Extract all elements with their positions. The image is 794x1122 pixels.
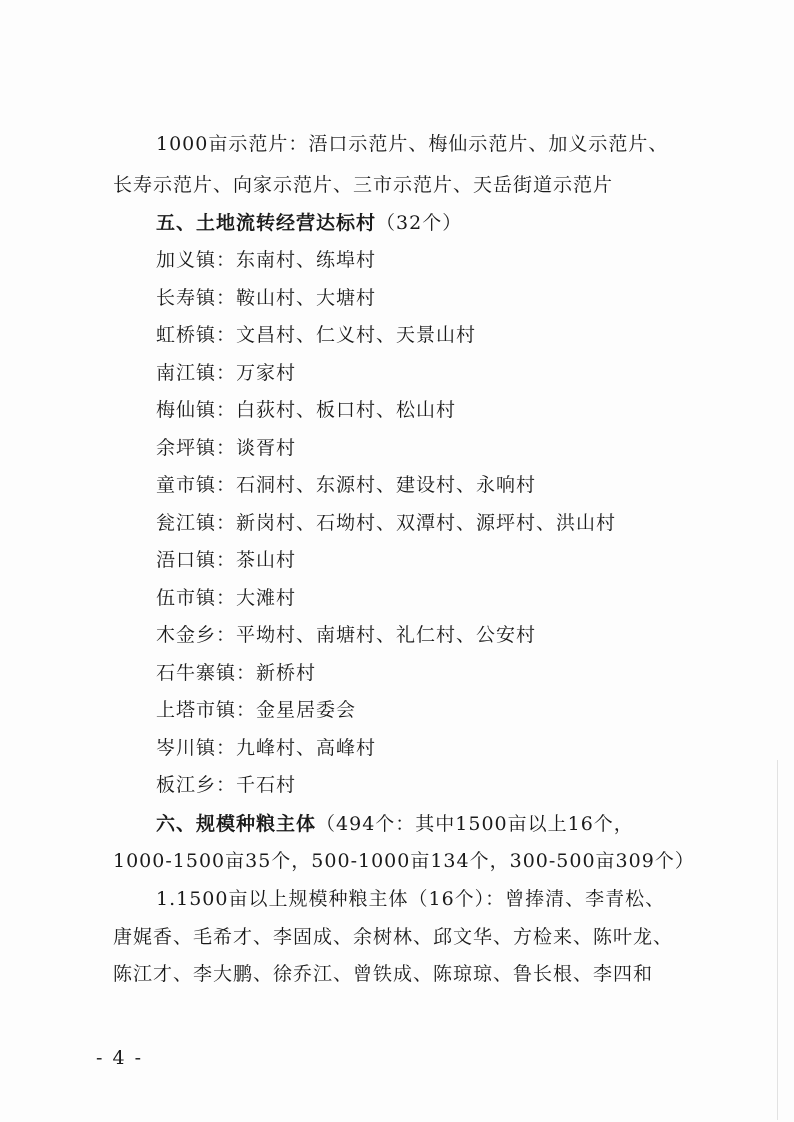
page-number: - 4 -	[96, 1047, 144, 1069]
village-item: 加义镇：东南村、练埠村	[156, 249, 377, 271]
intro-line-1: 1000亩示范片：浯口示范片、梅仙示范片、加义示范片、	[156, 133, 669, 155]
village-item: 瓮江镇：新岗村、石坳村、双潭村、源坪村、洪山村	[156, 512, 617, 534]
section-6-title: 六、规模种粮主体	[156, 813, 317, 835]
section-6-heading	[156, 811, 634, 837]
grain-subject-line-1: 1.1500亩以上规模种粮主体（16个）：曾捧清、李青松、	[156, 888, 666, 910]
village-item: 木金乡：平坳村、南塘村、礼仁村、公安村	[156, 624, 537, 646]
village-item: 虹桥镇：文昌村、仁义村、天景山村	[156, 324, 477, 346]
village-item: 浯口镇：茶山村	[156, 549, 297, 571]
section-5-count: （32个）	[376, 212, 463, 234]
village-item: 长寿镇：鞍山村、大塘村	[156, 287, 377, 309]
intro-line-2: 长寿示范片、向家示范片、三市示范片、天岳街道示范片	[113, 174, 614, 196]
section-6-count-cont: 1000-1500亩35个，500-1000亩134个，300-500亩309个）	[113, 850, 695, 872]
village-item: 岑川镇：九峰村、高峰村	[156, 737, 377, 759]
village-item: 南江镇：万家村	[156, 362, 297, 384]
village-item: 梅仙镇：白荻村、板口村、松山村	[156, 399, 457, 421]
village-item: 板江乡：千石村	[156, 774, 297, 796]
section-5-heading	[156, 210, 462, 236]
scan-edge-line	[777, 760, 778, 1120]
grain-subject-line-3: 陈江才、李大鹏、徐乔江、曾铁成、陈琼琼、鲁长根、李四和	[113, 963, 654, 985]
village-item: 余坪镇：谈胥村	[156, 437, 297, 459]
village-item: 上塔市镇：金星居委会	[156, 699, 357, 721]
section-5-title: 五、土地流转经营达标村	[156, 212, 377, 234]
grain-subject-line-2: 唐娓香、毛希才、李固成、余树林、邱文华、方检来、陈叶龙、	[113, 926, 674, 948]
village-item: 石牛寨镇：新桥村	[156, 662, 317, 684]
section-6-count: （494个：其中1500亩以上16个，	[316, 813, 634, 835]
village-item: 童市镇：石洞村、东源村、建设村、永响村	[156, 474, 537, 496]
village-item: 伍市镇：大滩村	[156, 587, 297, 609]
